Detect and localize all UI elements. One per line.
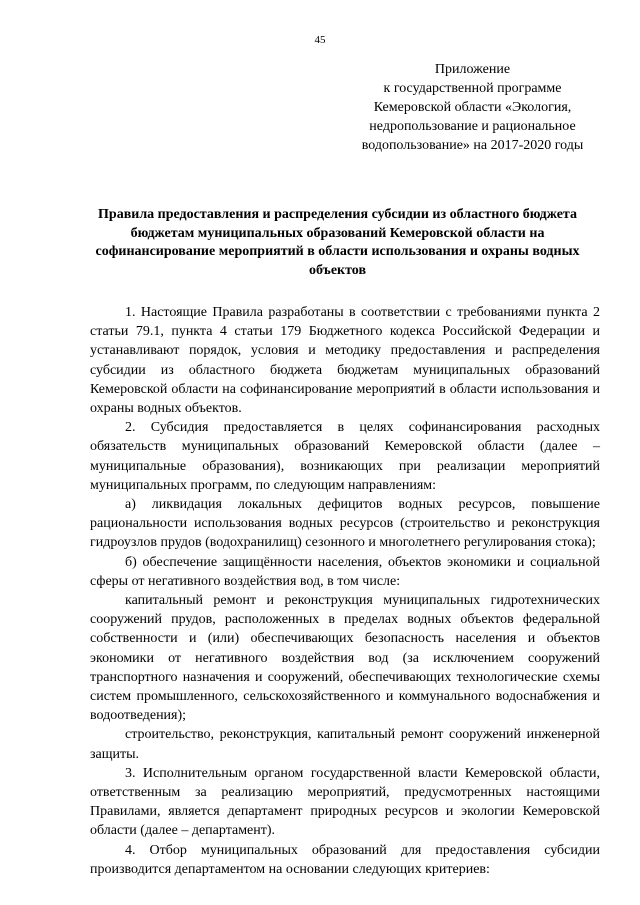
paragraph: 2. Субсидия предоставляется в целях софинансирования расходных обязательств муниципальных образований Кемеровской области (далее – муниципальные образования), возникающих при реализации мероприятий муниципальных программ, по следующим направлениям: [90, 420, 600, 493]
paragraph: а) ликвидация локальных дефицитов водных ресурсов, повышение рациональности использования водных ресурсов (строительство и реконструкция гидроузлов прудов (водохранилищ) сезонного и многолетнего регулирования стока); [90, 497, 600, 551]
appendix-line: к государственной программе [383, 81, 562, 96]
document-body [90, 303, 600, 879]
document-title: Правила предоставления и распределения субсидии из областного бюджета бюджетам муниципальных образований Кемеровской области на софинансирование мероприятий в области использования и охраны водных объектов [95, 207, 580, 278]
paragraph: б) обеспечение защищённости населения, объектов экономики и социальной сферы от негативного воздействия вод, в том числе: [90, 554, 600, 589]
paragraph: 1. Настоящие Правила разработаны в соответствии с требованиями пункта 2 статьи 79.1, пункта 4 статьи 179 Бюджетного кодекса Российской Федерации и устанавливают порядок, условия и методику предоставления и распределения субсидии из областного бюджета бюджетам муниципальных образований Кемеровской области на софинансирование мероприятий в области использования и охраны водных объектов. [90, 305, 600, 417]
appendix-line: водопользование» на 2017-2020 годы [361, 138, 584, 153]
paragraph: строительство, реконструкция, капитальный ремонт сооружений инженерной защиты. [90, 727, 600, 762]
paragraph: 3. Исполнительным органом государственной власти Кемеровской области, ответственным за реализацию мероприятий, предусмотренных настоящими Правилами, является департамент природных ресурсов и экологии Кемеровской области (далее – департамент). [90, 765, 600, 839]
page-number: 45 [314, 34, 326, 46]
appendix-line: недропользование и рациональное [369, 119, 576, 134]
appendix-line: Приложение [434, 62, 511, 77]
paragraph: капитальный ремонт и реконструкция муниципальных гидротехнических сооружений прудов, расположенных в пределах водных объектов федеральной собственности и (или) обеспечивающих безопасность населения и объектов экономики от негативного воздействия вод (за исключением сооружений транспортного назначения и сооружений, обеспечивающих технологические схемы систем промышленного, сельскохозяйственного и коммунального водоснабжения и водоотведения); [90, 593, 600, 724]
paragraph: 4. Отбор муниципальных образований для предоставления субсидии производится департаментом на основании следующих критериев: [90, 842, 600, 877]
appendix-line: Кемеровской области «Экология, [373, 100, 572, 115]
appendix-header [340, 60, 605, 155]
